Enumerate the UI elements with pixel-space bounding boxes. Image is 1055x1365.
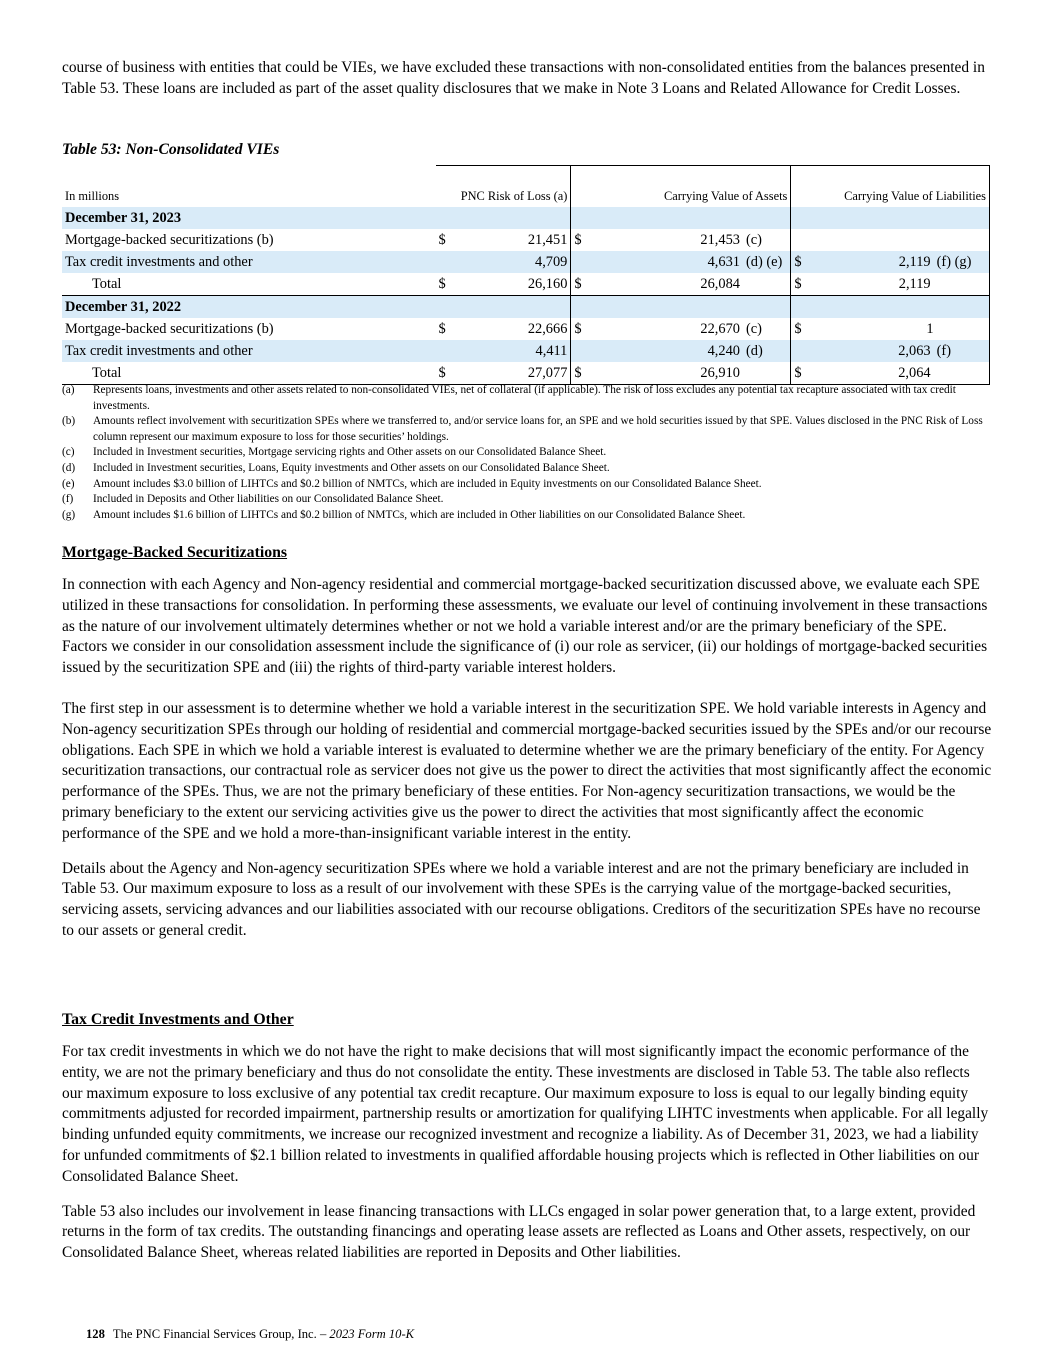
dollar-sign: $ [571, 273, 587, 296]
footnote-text: Included in Investment securities, Loans, Equity investments and Other assets on our Consolidated Balance Sheet. [93, 461, 610, 474]
dollar-sign [571, 251, 587, 273]
footnote-text: Amounts reflect involvement with securitization SPEs where we transferred to, and/or service loans for, an SPE and we hold securities issued by that SPE. Values disclosed in the PNC Risk of Loss column represent our maximum exposure to loss for those securities’ holdings. [93, 415, 983, 443]
footnote-key: (g) [62, 508, 76, 521]
footnote-text: Amount includes $1.6 billion of LIHTCs and $0.2 billion of NMTCs, which are included in Other liabilities on our Consolidated Balance Sheet. [93, 508, 746, 521]
total-carrying-liabilities: 2,064 [809, 362, 934, 385]
header-label: In millions [65, 189, 120, 203]
risk-of-loss-value: 21,451 [527, 232, 568, 248]
row-label: Tax credit investments and other [62, 251, 436, 273]
risk-of-loss-value: 22,666 [527, 321, 568, 337]
dollar-sign: $ [436, 362, 454, 385]
footnote [62, 383, 992, 414]
mbs-paragraph-1: In connection with each Agency and Non-agency residential and commercial mortgage-backed securitization discussed above, we evaluate each SPE utilized in these transactions for consolidation. In performing these assessments, we evaluate our level of continuing involvement in these transactions as the nature of our involvement ultimately determines whether or not we hold a variable interest and/or are the primary beneficiary of the SPE. Factors we consider in our consolidation assessment include the significance of (i) our role as servicer, (ii) our holdings of mortgage-backed securities issued by the securitization SPE and (iii) the rights of third-party variable interest holders. [62, 576, 988, 677]
section-date: December 31, 2022 [62, 296, 436, 319]
dollar-sign: $ [791, 251, 809, 273]
carrying-liabilities-value: 1 [926, 321, 934, 337]
dollar-sign: $ [438, 232, 446, 248]
dollar-sign: $ [791, 273, 809, 296]
dollar-sign [791, 229, 809, 251]
footnote-text: Included in Investment securities, Mortgage servicing rights and Other assets on our Consolidated Balance Sheet. [93, 446, 607, 459]
total-risk-of-loss: 26,160 [453, 273, 570, 296]
footnote [62, 477, 992, 493]
tax-paragraph-1: For tax credit investments in which we do not have the right to make decisions that will most significantly impact the economic performance of the entity, we are not the primary beneficiary and thus do not consolidate the entity. These investments are disclosed in Table 53. The table also reflects our maximum exposure to loss exclusive of any potential tax credit recapture. Our maximum exposure to loss is equal to our legally binding equity commitments adjusted for recorded impairment, partnership results or amortization for qualifying LIHTC investments when applicable. For all legally binding unfunded equity commitments, we increase our recognized investment and recognize a liability. As of December 31, 2023, we had a liability for unfunded commitments of $2.1 billion related to investments in qualified affordable housing projects which is reflected in Other liabilities on our Consolidated Balance Sheet. [62, 1043, 989, 1185]
document-page [62, 58, 994, 1262]
carrying-assets-value: 4,240 [605, 340, 743, 362]
liabilities-note: (f) (g) [934, 251, 990, 273]
mbs-paragraph-2: The first step in our assessment is to determine whether we hold a variable interest in the securitization SPE. We hold variable interests in Agency and Non-agency securitization SPEs through our holding of residential and commercial mortgage-backed securities issued by the SPEs and/or our recourse obligations. Each SPE in which we hold a variable interest is evaluated to determine whether we are the primary beneficiary of the entity. For Agency securitization transactions, our contractual role as servicer does not give us the power to direct the activities that most significantly affect the economic performance of the SPEs. Thus, we are not the primary beneficiary of these entities. For Non-agency securitization transactions, we would be the primary beneficiary to the extent our servicing activities give us the power to direct the activities that most significantly affect the economic performance of the SPE and we hold a more-than-insignificant variable interest in the entity. [62, 699, 992, 842]
total-carrying-assets: 26,910 [605, 362, 743, 385]
assets-note: (d) [743, 340, 791, 362]
footnote [62, 445, 992, 461]
footnote-key: (d) [62, 461, 76, 474]
footnote-text: Represents loans, investments and other assets related to non-consolidated VIEs, net of collateral (if applicable). The risk of loss excludes any potential tax recapture associated with tax credit investments. [93, 384, 956, 412]
footnote-key: (c) [62, 446, 75, 459]
total-carrying-assets: 26,084 [605, 273, 743, 296]
mbs-section [62, 544, 994, 942]
table-header-row [62, 166, 990, 208]
table-row [62, 340, 990, 362]
carrying-assets-value: 4,631 [605, 251, 743, 273]
dollar-sign [436, 340, 454, 362]
carrying-liabilities-value: 2,119 [809, 251, 934, 273]
dollar-sign: $ [571, 362, 587, 385]
dollar-sign: $ [436, 273, 454, 296]
total-label: Total [62, 362, 436, 385]
table-row [62, 229, 990, 251]
footnote-key: (e) [62, 477, 75, 490]
tax-paragraph-2: Table 53 also includes our involvement in lease financing transactions with LLCs engaged in solar power generation that, to a large extent, provided returns in the form of tax credits. The outstanding financings and operating lease assets are reflected as Loans and Other assets, respectively, on our Consolidated Balance Sheet, whereas related liabilities are reported in Deposits and Other liabilities. [62, 1202, 976, 1262]
carrying-assets-value: 21,453 [700, 232, 740, 248]
table-footnotes [62, 383, 992, 523]
total-carrying-liabilities: 2,119 [809, 273, 934, 296]
section-date: December 31, 2023 [62, 207, 436, 229]
page-footer [86, 1327, 414, 1342]
tax-section [62, 1011, 994, 1264]
footnote-key: (b) [62, 415, 76, 428]
assets-note: (d) (e) [743, 251, 791, 273]
dollar-sign: $ [571, 229, 587, 251]
footnote-text: Amount includes $3.0 billion of LIHTCs and $0.2 billion of NMTCs, which are included in Equity investments on our Consolidated Balance Sheet. [93, 477, 762, 490]
row-label: Mortgage-backed securitizations (b) [65, 321, 274, 337]
dollar-sign: $ [571, 318, 587, 340]
footnote [62, 492, 992, 508]
intro-paragraph: course of business with entities that could be VIEs, we have excluded these transactions with non-consolidated entities from the balances presented in Table 53. These loans are included as part of the asset quality disclosures that we make in Note 3 Loans and Related Allowance for Credit Losses. [62, 59, 985, 97]
footnote-key: (f) [62, 493, 74, 506]
dollar-sign: $ [791, 318, 809, 340]
total-row [62, 273, 990, 296]
mbs-paragraph-3: Details about the Agency and Non-agency securitization SPEs where we hold a variable interest and are not the primary beneficiary are included in Table 53. Our maximum exposure to loss as a result of our involvement with these SPEs is the carrying value of the mortgage-backed securities, servicing assets, servicing advances and our liabilities associated with our recourse obligations. Creditors of the securitization SPEs have no recourse to our assets or general credit. [62, 859, 981, 939]
assets-note: (c) [745, 232, 762, 248]
row-label: Mortgage-backed securitizations (b) [65, 232, 274, 248]
risk-of-loss-value: 4,411 [453, 340, 570, 362]
liabilities-note: (f) [934, 340, 990, 362]
row-label: Tax credit investments and other [62, 340, 436, 362]
footnote [62, 461, 992, 477]
footnote-key: (a) [62, 384, 75, 396]
dollar-sign [571, 340, 587, 362]
footnote-text: Included in Deposits and Other liabilities on our Consolidated Balance Sheet. [93, 493, 444, 506]
dollar-sign: $ [791, 362, 809, 385]
vie-table [62, 165, 990, 385]
carrying-assets-value: 22,670 [700, 321, 740, 337]
mbs-heading: Mortgage-Backed Securitizations [62, 544, 288, 561]
assets-note: (c) [745, 321, 762, 337]
dollar-sign [436, 251, 454, 273]
tax-heading: Tax Credit Investments and Other [62, 1011, 294, 1028]
dollar-sign: $ [438, 321, 446, 337]
table-row [62, 318, 990, 340]
liabilities-note [934, 318, 990, 340]
total-risk-of-loss: 27,077 [453, 362, 570, 385]
footnote [62, 508, 992, 524]
header-carrying-assets: Carrying Value of Assets [571, 166, 791, 208]
header-carrying-liabilities: Carrying Value of Liabilities [791, 166, 990, 208]
carrying-liabilities-value [809, 229, 934, 251]
footnote [62, 414, 992, 445]
liabilities-note [934, 229, 990, 251]
dollar-sign [791, 340, 809, 362]
table-title: Table 53: Non-Consolidated VIEs [62, 141, 280, 158]
header-risk-of-loss: PNC Risk of Loss (a) [436, 166, 571, 208]
page-number: 128 [86, 1327, 105, 1341]
carrying-liabilities-value: 2,063 [809, 340, 934, 362]
risk-of-loss-value: 4,709 [453, 251, 570, 273]
footer-company: The PNC Financial Services Group, Inc. – [112, 1327, 327, 1341]
total-label: Total [62, 273, 436, 296]
table-row [62, 251, 990, 273]
section-date-row [62, 296, 990, 319]
footer-form: 2023 Form 10-K [329, 1327, 415, 1341]
section-date-row [62, 207, 990, 229]
total-row [62, 362, 990, 385]
